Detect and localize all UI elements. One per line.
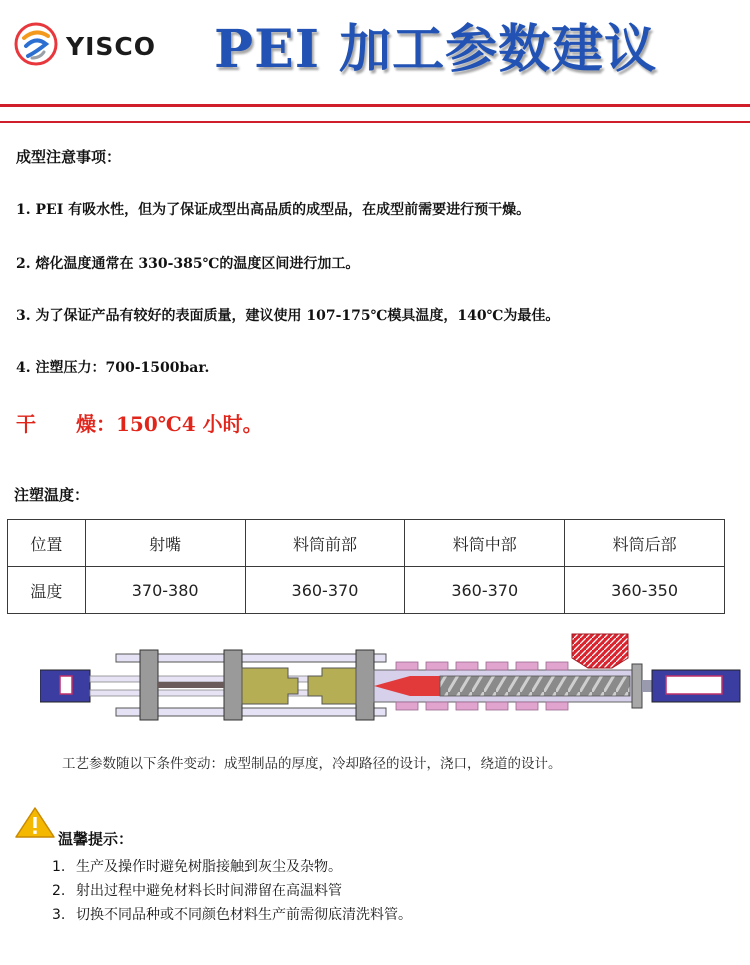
header-rule-bottom <box>0 121 750 123</box>
page-title: PEI 加工参数建议 <box>214 19 658 80</box>
note-item-2: 2. 熔化温度通常在 330-385℃的温度区间进行加工。 <box>16 256 360 272</box>
notes-heading: 成型注意事项： <box>16 148 122 166</box>
table-cell: 360-370 <box>405 567 565 614</box>
table-row <box>8 567 725 614</box>
table-cell: 370-380 <box>85 567 245 614</box>
note-item-3: 3. 为了保证产品有较好的表面质量，建议使用 107-175℃模具温度，140℃为最佳。 <box>16 308 560 324</box>
tip-number: 3. <box>52 907 66 923</box>
yisco-logo-icon <box>14 22 58 66</box>
temperature-heading: 注塑温度： <box>14 486 90 504</box>
header-rule-top <box>0 104 750 107</box>
table-cell: 料筒前部 <box>245 520 405 567</box>
tip-text: 射出过程中避免材料长时间滞留在高温料管 <box>76 883 342 899</box>
drying-label-rest: 燥：150℃4 小时。 <box>76 412 263 436</box>
temperature-table <box>7 519 725 614</box>
table-cell: 温度 <box>8 567 86 614</box>
table-cell: 360-350 <box>565 567 725 614</box>
process-variation-note: 工艺参数随以下条件变动：成型制品的厚度，冷却路径的设计，浇口，绕道的设计。 <box>62 756 562 772</box>
tip-item-2 <box>52 880 342 900</box>
injection-machine-diagram <box>40 632 745 732</box>
tip-number: 2. <box>52 883 66 899</box>
drying-label-char-1: 干 <box>16 412 36 436</box>
tip-text: 切换不同品种或不同颜色材料生产前需彻底清洗料管。 <box>76 907 412 923</box>
tip-number: 1. <box>52 859 66 875</box>
tips-heading: 温馨提示： <box>58 830 134 848</box>
tip-item-3 <box>52 904 412 924</box>
drying-condition <box>16 408 263 437</box>
note-item-1: 1. PEI 有吸水性，但为了保证成型出高品质的成型品，在成型前需要进行预干燥。 <box>16 202 531 218</box>
tip-text: 生产及操作时避免树脂接触到灰尘及杂物。 <box>76 859 342 875</box>
note-item-4: 4. 注塑压力：700-1500bar. <box>16 360 210 376</box>
tip-item-1 <box>52 856 342 876</box>
table-cell: 料筒后部 <box>565 520 725 567</box>
warning-icon <box>14 806 56 840</box>
table-cell: 360-370 <box>245 567 405 614</box>
table-cell: 位置 <box>8 520 86 567</box>
table-row <box>8 520 725 567</box>
table-cell: 射嘴 <box>85 520 245 567</box>
table-cell: 料筒中部 <box>405 520 565 567</box>
brand-name: YISCO <box>66 32 157 61</box>
